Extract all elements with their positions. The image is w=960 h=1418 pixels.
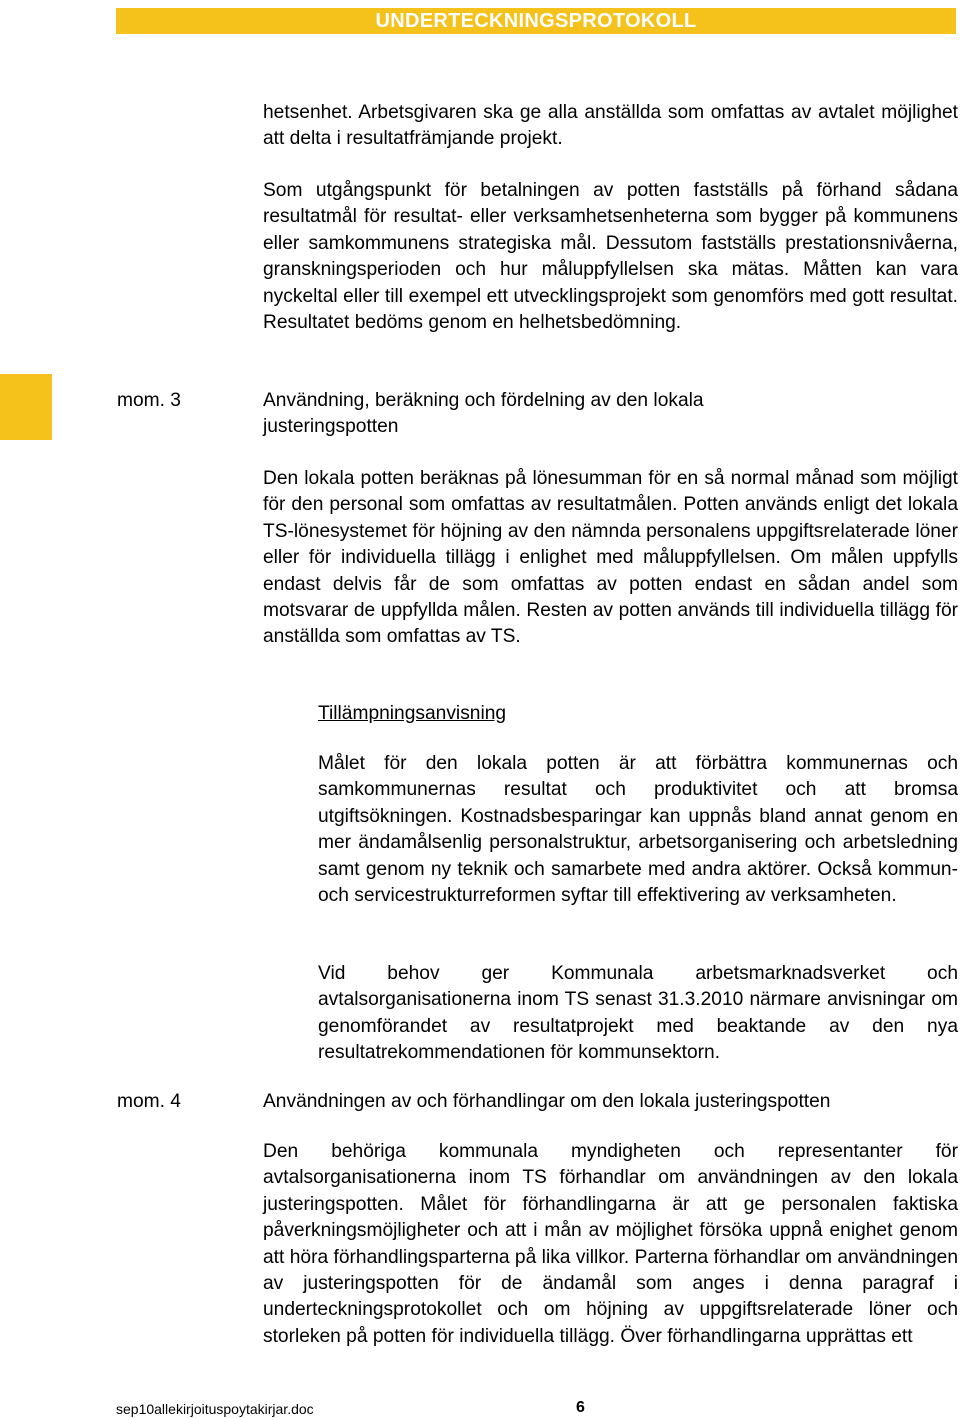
section-marker [0,374,52,440]
body-paragraph-2: Som utgångspunkt för betalningen av potten fastställs på förhand sådana resultatmål för resultat- eller verksamhetsenheterna som bygger på kommunens eller samkommunens strategiska mål. Dessutom fastställs prestationsnivåerna, granskningsperioden och hur måluppfyllelsen ska mätas. Måtten kan vara nyckeltal eller till exempel ett utvecklingsprojekt som genomförs med gott resultat. Resultatet bedöms genom en helhetsbedömning. [263,180,958,334]
header-bar [116,8,956,34]
document-title: UNDERTECKNINGSPROTOKOLL [375,10,697,32]
mom-4-label: mom. 4 [117,1091,181,1112]
mom-4-paragraph-1: Den behöriga kommunala myndigheten och representanter för avtalsorganisationerna inom TS förhandlar om användningen av den lokala justeringspotten. Målet för förhandlingarna är att ge personalen faktiska påverkningsmöjligheter och att i mån av möjlighet försöka uppnå enighet genom att höra förhandlingsparterna på lika villkor. Parterna förhandlar om användningen av justeringspotten för de ändamål som anges i denna paragraf i underteckningsprotokollet och om höjning av uppgiftsrelaterade löner och storleken på potten för individuella tillägg. Över förhandlingarna upprättas ett [263,1141,958,1347]
mom-3-label: mom. 3 [117,390,181,411]
mom-4-heading: Användningen av och förhandlingar om den lokala justeringspotten [263,1091,831,1112]
mom-3-heading: Användning, beräkning och fördelning av den lokala justeringspotten [263,390,704,438]
body-paragraph-1: hetsenhet. Arbetsgivaren ska ge alla anställda som omfattas av avtalet möjlighet att delta i resultatfrämjande projekt. [263,102,958,150]
application-guideline-heading: Tillämpningsanvisning [318,703,507,724]
mom-3-paragraph-2: Målet för den lokala potten är att förbättra kommunernas och samkommunernas resultat och produktivitet och att bromsa utgiftsökningen. Kostnadsbesparingar kan uppnås bland annat genom en mer ändamålsenlig personalstruktur, arbetsorganisering och arbetsledning samt genom ny teknik och samarbete med andra aktörer. Också kommun- och servicestrukturreformen syftar till effektivering av verksamheten. [318,753,958,907]
mom-3-paragraph-3: Vid behov ger Kommunala arbetsmarknadsverket och avtalsorganisationerna inom TS senast 31.3.2010 närmare anvisningar om genomförandet av resultatprojekt med beaktande av den nya resultatrekommendationen för kommunsektorn. [318,963,958,1064]
footer-filename: sep10allekirjoituspoytakirjar.doc [116,1401,314,1417]
page-number: 6 [576,1399,585,1416]
mom-3-paragraph-1: Den lokala potten beräknas på lönesumman för en så normal månad som möjligt för den personal som omfattas av resultatmålen. Potten används enligt det lokala TS-lönesystemet för höjning av den nämnda personalens uppgiftsrelaterade löner eller för individuella tillägg i enlighet med måluppfyllelsen. Om målen uppfylls endast delvis får de som omfattas av potten endast en sådan andel som motsvarar de uppfyllda målen. Resten av potten används till individuella tillägg för anställda som omfattas av TS. [263,468,958,648]
